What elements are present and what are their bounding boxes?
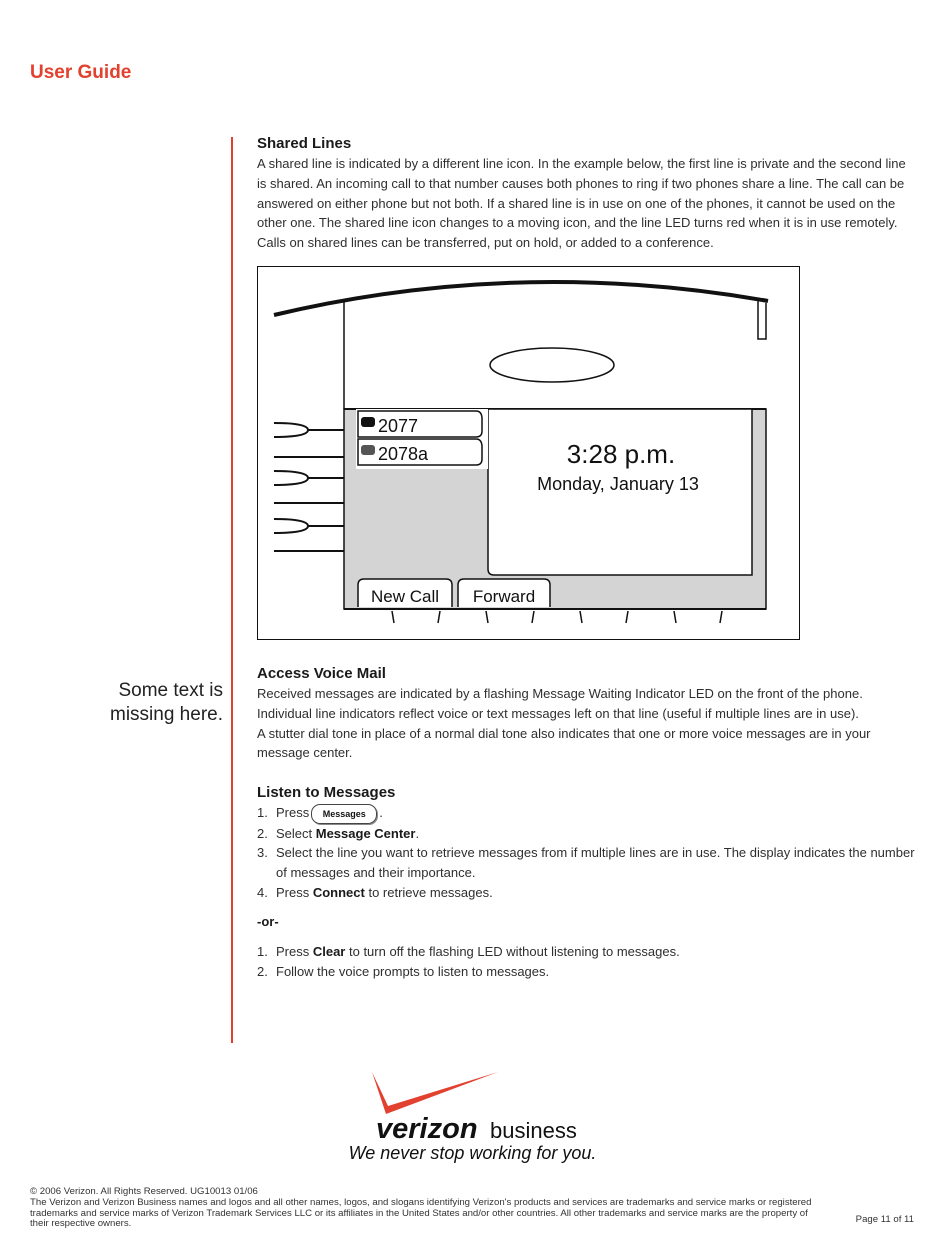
step-text: Press (276, 884, 313, 900)
or-separator: -or- (257, 913, 279, 929)
shared-lines-section (257, 134, 917, 253)
step-number: 3. (257, 845, 268, 861)
step-emphasis: Clear (312, 943, 346, 959)
listen-heading: Listen to Messages (257, 784, 396, 801)
tagline: We never stop working for you. (348, 1143, 597, 1163)
display-time: 3:28 p.m. (566, 439, 676, 469)
voicemail-heading: Access Voice Mail (257, 665, 386, 682)
step-number: 1. (257, 805, 268, 820)
listen-steps-a (257, 803, 917, 903)
list-item (257, 803, 917, 824)
voicemail-paragraph-1: Received messages are indicated by a flashing Message Waiting Indicator LED on the front of the phone. Individual line indicators reflect voice or text messages left on that line (useful if multiple lines are in use). (257, 686, 863, 721)
messages-key: Messages (311, 804, 377, 824)
footer-trademarks: The Verizon and Verizon Business names and logos and all other names, logos, and slogans identifying Verizon's products and services are trademarks and service marks or registered trademarks and service marks of Verizon Trademark Services LLC or its affiliates in the United States and/or other countries. All other trademarks and service marks are the property of their respective owners. (30, 1196, 812, 1230)
phone-drawing (258, 267, 799, 639)
list-item (257, 824, 917, 844)
step-text: . (379, 805, 383, 820)
shared-lines-body: A shared line is indicated by a different line icon. In the example below, the first line is private and the second line is shared. An incoming call to that number causes both phones to ring if two phones share a line. The call can be answered on either phone but not both. If a shared line is in use on one of the phones, it cannot be used on the other one. The shared line icon changes to a moving icon, and the line LED turns red when it is in use remotely. Calls on shared lines can be transferred, put on hold, or added to a conference. (257, 156, 906, 251)
page-number: Page 11 of 11 (855, 1214, 914, 1225)
listen-section (257, 783, 917, 981)
step-number: 4. (257, 884, 268, 900)
footer-copyright: © 2006 Verizon. All Rights Reserved. UG10013 01/06 (30, 1186, 258, 1197)
voicemail-paragraph-2: A stutter dial tone in place of a normal dial tone also indicates that one or more voice messages are in your message center. (257, 725, 871, 761)
list-item (257, 962, 917, 982)
step-emphasis: Connect (312, 884, 365, 900)
step-text: Select the line you want to retrieve messages from if multiple lines are in use. The display indicates the number of messages and their importance. (276, 845, 915, 881)
verizon-check-logo (340, 1068, 610, 1143)
header-title: User Guide (30, 62, 132, 83)
step-text: Follow the voice prompts to listen to messages. (276, 963, 550, 979)
phone-illustration (257, 266, 800, 640)
step-emphasis: Message Center (315, 825, 416, 841)
step-text: to retrieve messages. (364, 884, 493, 900)
step-text: to turn off the flashing LED without listening to messages. (345, 943, 680, 959)
line-1-label: 2077 (378, 416, 419, 436)
logo-verizon-text: verizon (376, 1113, 478, 1143)
step-text: . (415, 825, 420, 841)
missing-text-note: Some text is missing here. (110, 680, 223, 725)
list-item (257, 942, 917, 962)
voicemail-section (257, 664, 917, 763)
logo-business-text: business (490, 1118, 577, 1143)
softkey-forward: Forward (472, 587, 536, 606)
listen-steps-b (257, 942, 917, 982)
step-number: 2. (257, 825, 268, 841)
step-text: Press (276, 943, 313, 959)
step-number: 1. (257, 943, 268, 959)
shared-lines-heading: Shared Lines (257, 135, 352, 152)
step-number: 2. (257, 963, 268, 979)
display-date: Monday, January 13 (537, 474, 699, 494)
line-2-label: 2078a (378, 444, 429, 464)
list-item (257, 843, 917, 883)
list-item (257, 883, 917, 903)
step-text: Select (276, 825, 316, 841)
step-text: Press (276, 805, 310, 820)
margin-rule (231, 137, 233, 1043)
softkey-new-call: New Call (370, 587, 440, 606)
footer-legal (30, 1187, 820, 1230)
